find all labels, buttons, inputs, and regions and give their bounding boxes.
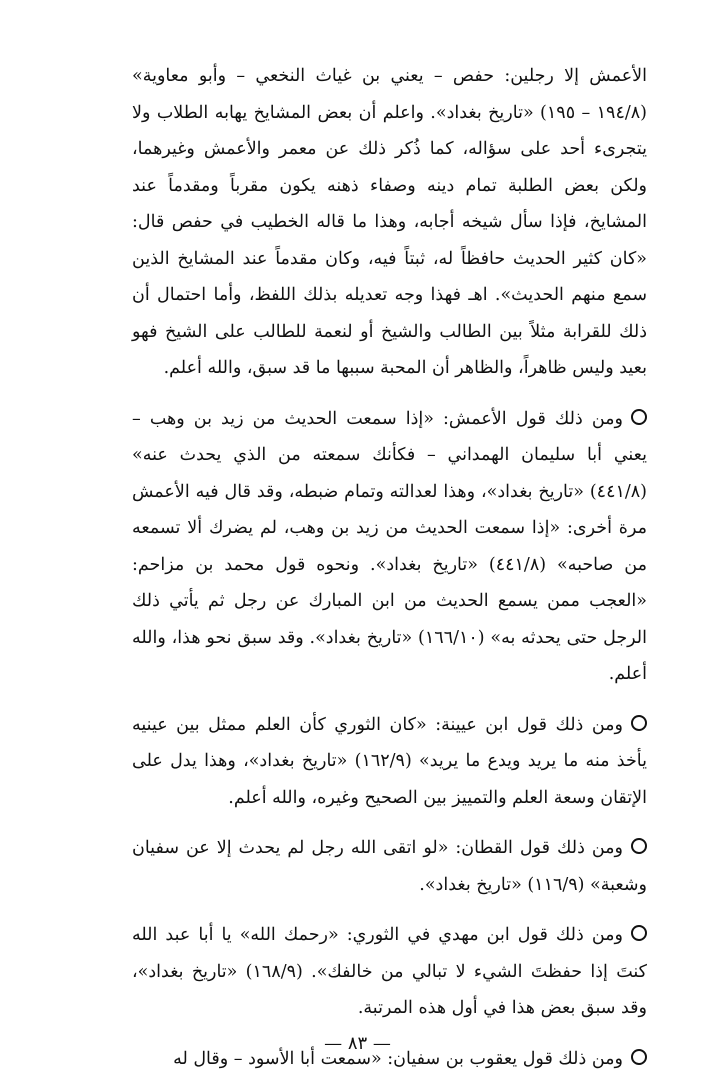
paragraph-3 — [132, 707, 647, 817]
paragraph-text: ومن ذلك قول ابن مهدي في الثوري: «رحمك الله» يا أبا عبد الله كنتَ إذا حفظتَ الشيء لا تبالي من خالفك». (١٦٨/٩) «تاريخ بغداد»، وقد سبق بعض هذا في أول هذه المرتبة. — [132, 925, 647, 1018]
circle-bullet-icon — [631, 409, 647, 425]
paragraph-5 — [132, 917, 647, 1027]
circle-bullet-icon — [631, 925, 647, 941]
circle-bullet-icon — [631, 838, 647, 854]
paragraph-text: ومن ذلك قول القطان: «لو اتقى الله رجل لم يحدث إلا عن سفيان وشعبة» (١١٦/٩) «تاريخ بغداد». — [132, 838, 647, 895]
paragraph-2 — [132, 401, 647, 693]
paragraph-text: ومن ذلك قول ابن عيينة: «كان الثوري كأن العلم ممثل بين عينيه يأخذ منه ما يريد ويدع ما يريد» (١٦٢/٩) «تاريخ بغداد»، وهذا يدل على الإتقان وسعة العلم والتمييز بين الصحيح وغيره، والله أعلم. — [132, 714, 647, 808]
body-text — [132, 58, 647, 1077]
paragraph-text: ومن ذلك قول يعقوب بن سفيان: «سمعت أبا الأسود – وقال له — [173, 1048, 623, 1069]
paragraph-4 — [132, 830, 647, 903]
circle-bullet-icon — [631, 715, 647, 731]
paragraph-text: ومن ذلك قول الأعمش: «إذا سمعت الحديث من زيد بن وهب – يعني أبا سليمان الهمداني – فكأنك سمعته من الذي يحدث عنه» (٤٤١/٨) «تاريخ بغداد»، وهذا لعدالته وتمام ضبطه، وقد قال فيه الأعمش مرة أخرى: «إذا سمعت الحديث من زيد بن وهب، لم يضرك ألا تسمعه من صاحبه» (٤٤١/٨) «تاريخ بغداد». ونحوه قول محمد بن مزاحم: «العجب ممن يسمع الحديث من ابن المبارك عن رجل ثم يأتي ذلك الرجل حتى يحدثه به» (١٦٦/١٠) «تاريخ بغداد». وقد سبق نحو هذا، والله أعلم. — [132, 408, 648, 684]
page-number: — ٨٣ — — [324, 1033, 391, 1054]
paragraph-text: الأعمش إلا رجلين: حفص – يعني بن غياث النخعي – وأبو معاوية» (١٩٤/٨ – ١٩٥) «تاريخ بغداد». واعلم أن بعض المشايخ يهابه الطلاب ولا يتجرىء أحد على سؤاله، كما ذُكر ذلك عن معمر والأعمش وغيرهما، ولكن بعض الطلبة تمام دينه وصفاء ذهنه يكون مقرباً ومقدماً عند المشايخ، فإذا سأل شيخه أجابه، وهذا ما قاله الخطيب في حفص قال: «كان كثير الحديث حافظاً له، ثبتاً فيه، وكان مقدماً عند المشايخ الذين سمع منهم الحديث». اهـ فهذا وجه تعديله بذلك اللفظ، وأما احتمال أن ذلك للقرابة مثلاً بين الطالب والشيخ أو لنعمة للطالب على الشيخ فهو بعيد وليس ظاهراً، والظاهر أن المحبة سببها ما قد سبق، والله أعلم. — [132, 66, 647, 378]
paragraph-1 — [132, 58, 647, 387]
